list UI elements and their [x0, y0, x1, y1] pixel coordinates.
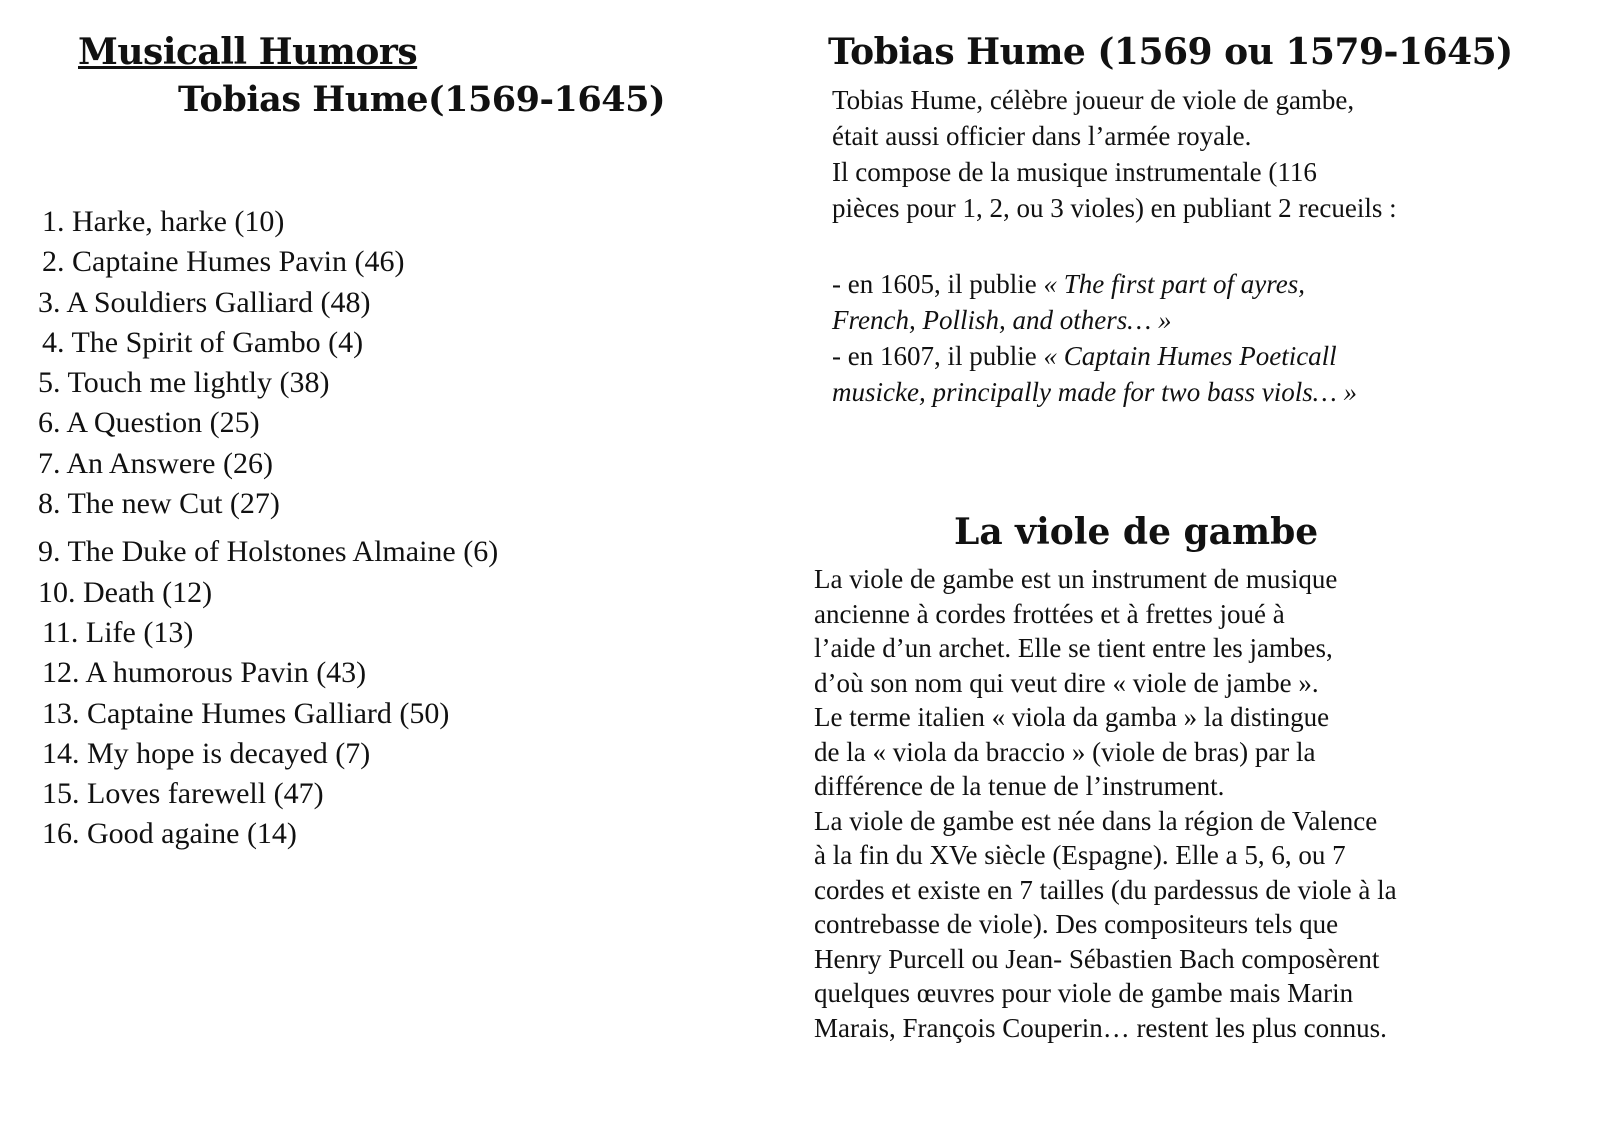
publication-1-cont	[832, 302, 1568, 338]
track-item: 9. The Duke of Holstones Almaine (6)	[38, 535, 499, 569]
track-list	[38, 202, 758, 855]
composer-heading: Tobias Hume(1569-1645)	[178, 79, 665, 120]
track-item: 10. Death (12)	[38, 575, 213, 609]
track-item: 5. Touch me lightly (38)	[38, 366, 330, 400]
publication-1	[832, 266, 1568, 302]
viole-title: La viole de gambe	[954, 511, 1319, 553]
viole-line: Henry Purcell ou Jean- Sébastien Bach composèrent	[814, 943, 1380, 974]
viole-line: de la « viola da braccio » (viole de bras) par la	[814, 736, 1316, 767]
publication-1-title: « The first part of ayres,	[1043, 269, 1305, 299]
publication-1-title-cont: French, Pollish, and others… »	[832, 305, 1172, 335]
bio-title: Tobias Hume (1569 ou 1579-1645)	[828, 31, 1513, 73]
publication-2-title-cont: musicke, principally made for two bass viols… »	[832, 377, 1357, 407]
track-item: 1. Harke, harke (10)	[42, 205, 285, 238]
bio-line: était aussi officier dans l’armée royale.	[832, 121, 1252, 151]
bio-line: pièces pour 1, 2, ou 3 violes) en publiant 2 recueils :	[832, 193, 1397, 223]
publication-1-prefix: - en 1605, il publie	[832, 269, 1044, 299]
track-item: 11. Life (13)	[42, 615, 194, 649]
viole-line: ancienne à cordes frottées et à frettes joué à	[814, 598, 1285, 629]
track-item: 14. My hope is decayed (7)	[42, 736, 371, 770]
bio-line: Il compose de la musique instrumentale (116	[832, 157, 1317, 187]
bio-line: Tobias Hume, célèbre joueur de viole de gambe,	[832, 85, 1355, 115]
track-item: 6. A Question (25)	[38, 406, 260, 440]
track-item: 3. A Souldiers Galliard (48)	[38, 285, 371, 319]
track-item: 8. The new Cut (27)	[38, 487, 280, 521]
track-item: 15. Loves farewell (47)	[42, 777, 324, 811]
viole-line: cordes et existe en 7 tailles (du pardessus de viole à la	[814, 874, 1397, 905]
viole-line: Le terme italien « viola da gamba » la distingue	[814, 702, 1330, 732]
publication-2-cont	[832, 374, 1568, 410]
viole-line: à la fin du XVe siècle (Espagne). Elle a 5, 6, ou 7	[814, 840, 1346, 870]
viole-line: l’aide d’un archet. Elle se tient entre les jambes,	[814, 633, 1333, 663]
publication-2-title: « Captain Humes Poeticall	[1043, 341, 1337, 371]
viole-text	[814, 562, 1568, 1045]
bio-text	[832, 82, 1568, 410]
tracklist-panel	[38, 28, 758, 855]
track-item: 12. A humorous Pavin (43)	[42, 656, 367, 690]
viole-line: quelques œuvres pour viole de gambe mais Marin	[814, 978, 1354, 1008]
publication-2-prefix: - en 1607, il publie	[832, 341, 1044, 371]
viole-line: Marais, François Couperin… restent les plus connus.	[814, 1012, 1387, 1043]
publication-2	[832, 338, 1568, 374]
viole-line: La viole de gambe est née dans la région de Valence	[814, 805, 1378, 836]
track-item: 7. An Answere (26)	[38, 446, 273, 480]
viole-line: La viole de gambe est un instrument de musique	[814, 564, 1338, 594]
viole-line: d’où son nom qui veut dire « viole de jambe ».	[814, 667, 1319, 698]
track-item: 16. Good againe (14)	[42, 817, 297, 851]
viole-line: différence de la tenue de l’instrument.	[814, 771, 1225, 801]
viole-line: contrebasse de viole). Des compositeurs tels que	[814, 909, 1339, 939]
info-panel	[814, 28, 1568, 1045]
album-title: Musicall Humors	[78, 31, 418, 73]
track-item: 4. The Spirit of Gambo (4)	[42, 325, 364, 359]
track-item: 2. Captaine Humes Pavin (46)	[42, 245, 405, 279]
track-item: 13. Captaine Humes Galliard (50)	[42, 696, 450, 730]
